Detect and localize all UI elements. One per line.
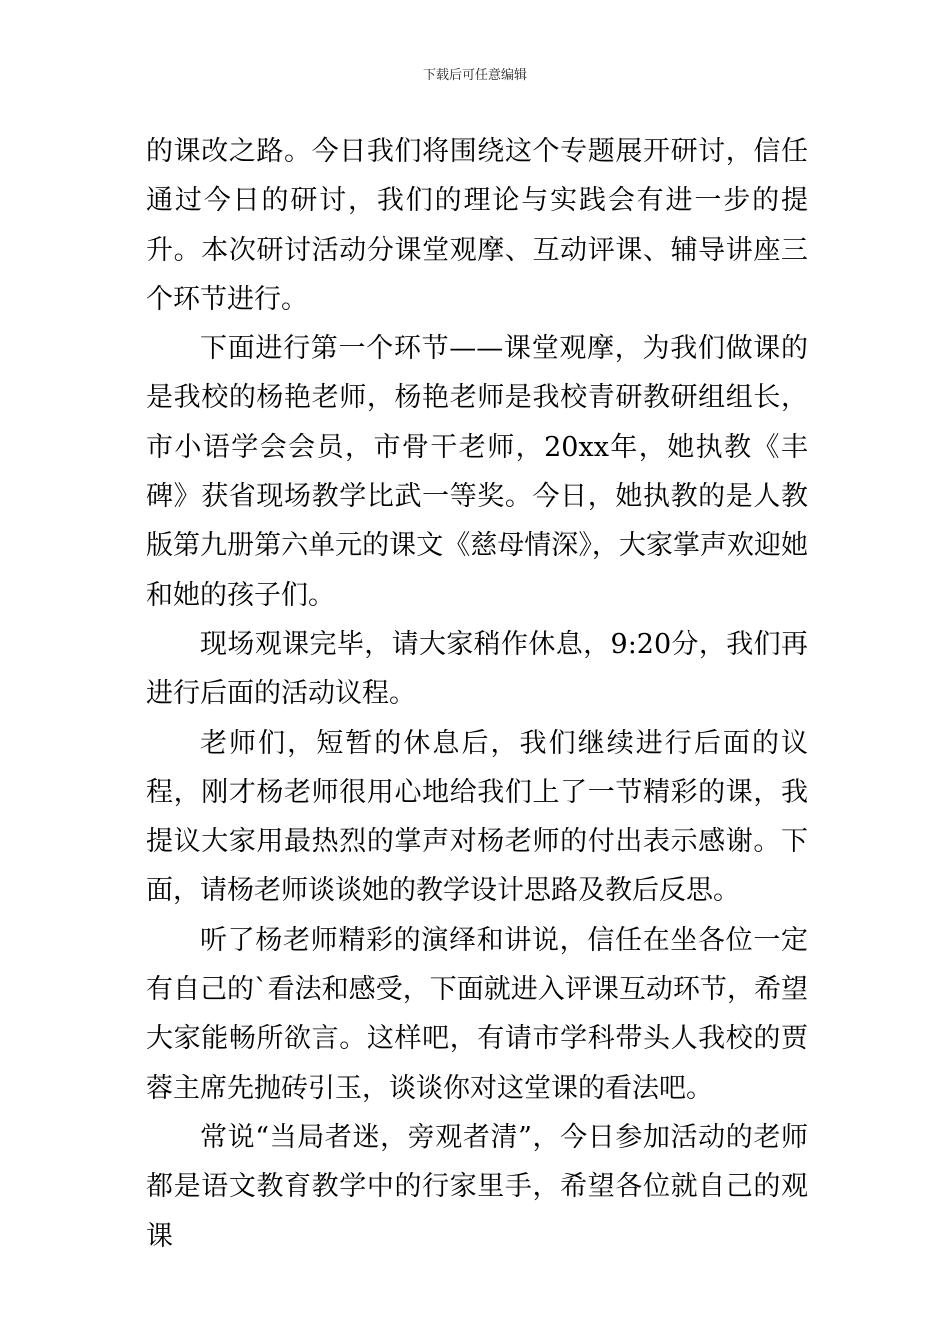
- paragraph: 下面进行第一个环节——课堂观摩，为我们做课的是我校的杨艳老师，杨艳老师是我校青研教研组组长，市小语学会会员，市骨干老师，20xx年，她执教《丰碑》获省现场教学比武一等奖。今日，她执教的是人教版第九册第六单元的课文《慈母情深》，大家掌声欢迎她和她的孩子们。: [146, 333, 808, 611]
- document-body: [146, 127, 808, 1261]
- paragraph: 听了杨老师精彩的演绎和讲说，信任在坐各位一定有自己的`看法和感受，下面就进入评课互动环节，希望大家能畅所欲言。这样吧，有请市学科带头人我校的贾蓉主席先抛砖引玉，谈谈你对这堂课的看法吧。: [146, 924, 808, 1104]
- paragraph: 常说“当局者迷，旁观者清”，今日参加活动的老师都是语文教育教学中的行家里手，希望各位就自己的观课: [146, 1121, 808, 1252]
- paragraph: 的课改之路。今日我们将围绕这个专题展开研讨，信任通过今日的研讨，我们的理论与实践会有进一步的提升。本次研讨活动分课堂观摩、互动评课、辅导讲座三个环节进行。: [146, 136, 808, 315]
- page-header: 下载后可任意编辑: [422, 68, 527, 83]
- paragraph: 现场观课完毕，请大家稍作休息，9:20分，我们再进行后面的活动议程。: [146, 628, 808, 710]
- paragraph: 老师们，短暂的休息后，我们继续进行后面的议程，刚才杨老师很用心地给我们上了一节精彩的课，我提议大家用最热烈的掌声对杨老师的付出表示感谢。下面，请杨老师谈谈她的教学设计思路及教后反思。: [146, 727, 808, 907]
